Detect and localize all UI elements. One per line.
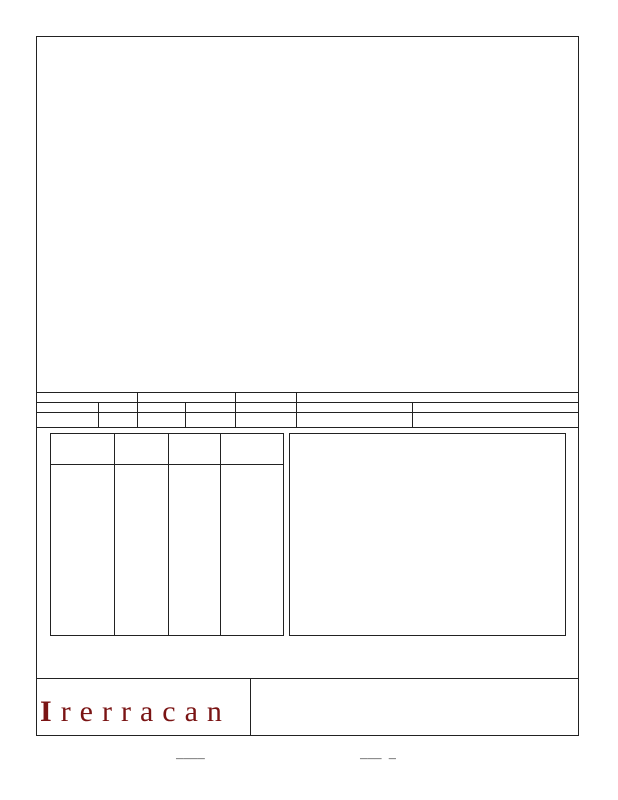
divider — [98, 402, 99, 427]
divider — [36, 427, 579, 428]
tested-line: ____ — [176, 748, 205, 762]
divider — [36, 678, 579, 679]
divider — [36, 412, 579, 413]
sieve-table — [50, 433, 284, 636]
grain-size-chart — [36, 60, 579, 382]
divider — [250, 678, 251, 736]
terracon-logo: Irerracan — [40, 695, 231, 728]
divider — [412, 402, 413, 427]
checked-line: ___ _ — [360, 748, 397, 762]
divider — [185, 402, 186, 427]
divider — [235, 392, 236, 427]
divider — [137, 392, 138, 427]
soil-description-box — [289, 433, 566, 636]
divider — [36, 392, 579, 393]
divider — [296, 392, 297, 427]
divider — [36, 402, 579, 403]
